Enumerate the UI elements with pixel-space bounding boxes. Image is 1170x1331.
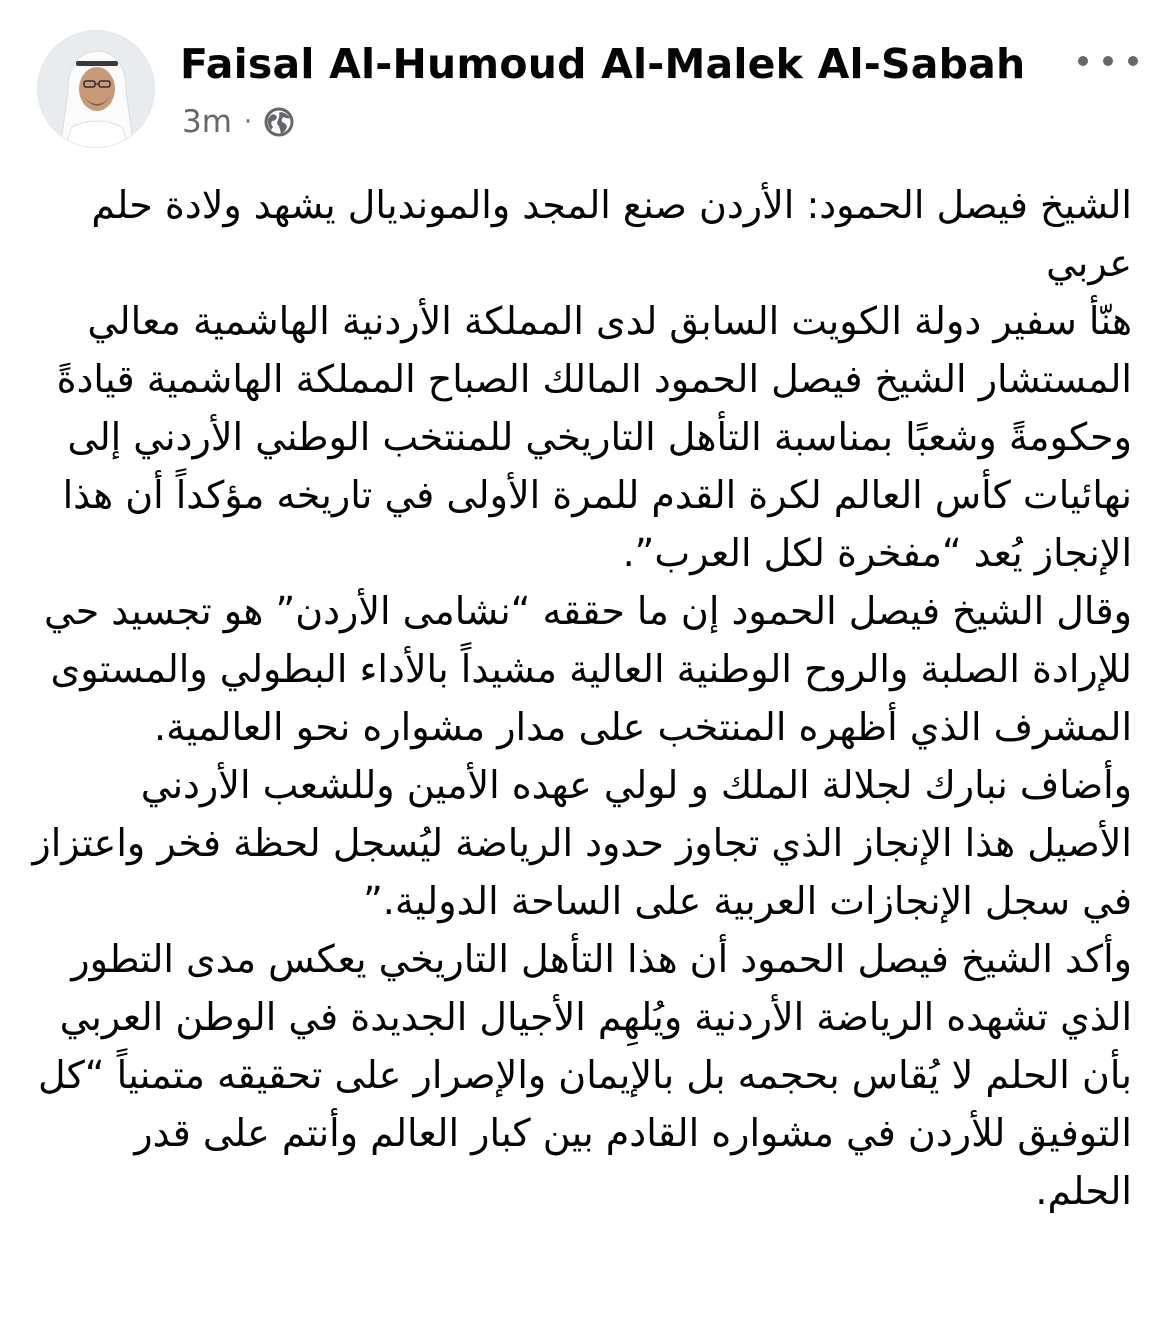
post-header bbox=[0, 0, 1170, 160]
post-paragraph: وأضاف نبارك لجلالة الملك و لولي عهده الأمين وللشعب الأردني الأصيل هذا الإنجاز الذي تجاوز حدود الرياضة ليُسجل لحظة فخر واعتزاز في سجل الإنجازات العربية على الساحة الدولية.” bbox=[32, 763, 1132, 923]
more-dot bbox=[1078, 56, 1088, 66]
meta-separator: · bbox=[243, 107, 253, 137]
post-timestamp[interactable]: 3m bbox=[182, 104, 232, 140]
more-dot bbox=[1103, 56, 1113, 66]
profile-photo bbox=[38, 31, 155, 148]
post-paragraph: وأكد الشيخ فيصل الحمود أن هذا التأهل التاريخي يعكس مدى التطور الذي تشهده الرياضة الأردنية ويُلهِم الأجيال الجديدة في الوطن العربي بأن الحلم لا يُقاس بحجمه بل بالإيمان والإصرار على تحقيقه متمنياً “كل التوفيق للأردن في مشواره القادم بين كبار العالم وأنتم على قدر الحلم. bbox=[38, 937, 1132, 1213]
author-avatar[interactable] bbox=[37, 30, 155, 148]
post-body bbox=[32, 176, 1132, 1220]
author-name[interactable]: Faisal Al-Humoud Al-Malek Al-Sabah bbox=[180, 40, 1026, 88]
globe-icon[interactable] bbox=[262, 105, 296, 139]
post-paragraph-title: الشيخ فيصل الحمود: الأردن صنع المجد والمونديال يشهد ولادة حلم عربي bbox=[91, 183, 1132, 285]
post-paragraph: وقال الشيخ فيصل الحمود إن ما حققه “نشامى الأردن” هو تجسيد حي للإرادة الصلبة والروح الوطنية العالية مشيداً بالأداء البطولي والمستوى المشرف الذي أظهره المنتخب على مدار مشواره نحو العالمية. bbox=[44, 589, 1132, 749]
more-dot bbox=[1128, 56, 1138, 66]
post-paragraph: هنّأ سفير دولة الكويت السابق لدى المملكة الأردنية الهاشمية معالي المستشار الشيخ فيصل الحمود المالك الصباح المملكة الهاشمية قيادةً وحكومةً وشعبًا بمناسبة التأهل التاريخي للمنتخب الوطني الأردني إلى نهائيات كأس العالم لكرة القدم للمرة الأولى في تاريخه مؤكداً أن هذا الإنجاز يُعد “مفخرة لكل العرب”. bbox=[56, 299, 1132, 575]
more-options-icon[interactable] bbox=[1078, 46, 1138, 76]
post-meta bbox=[182, 100, 296, 144]
